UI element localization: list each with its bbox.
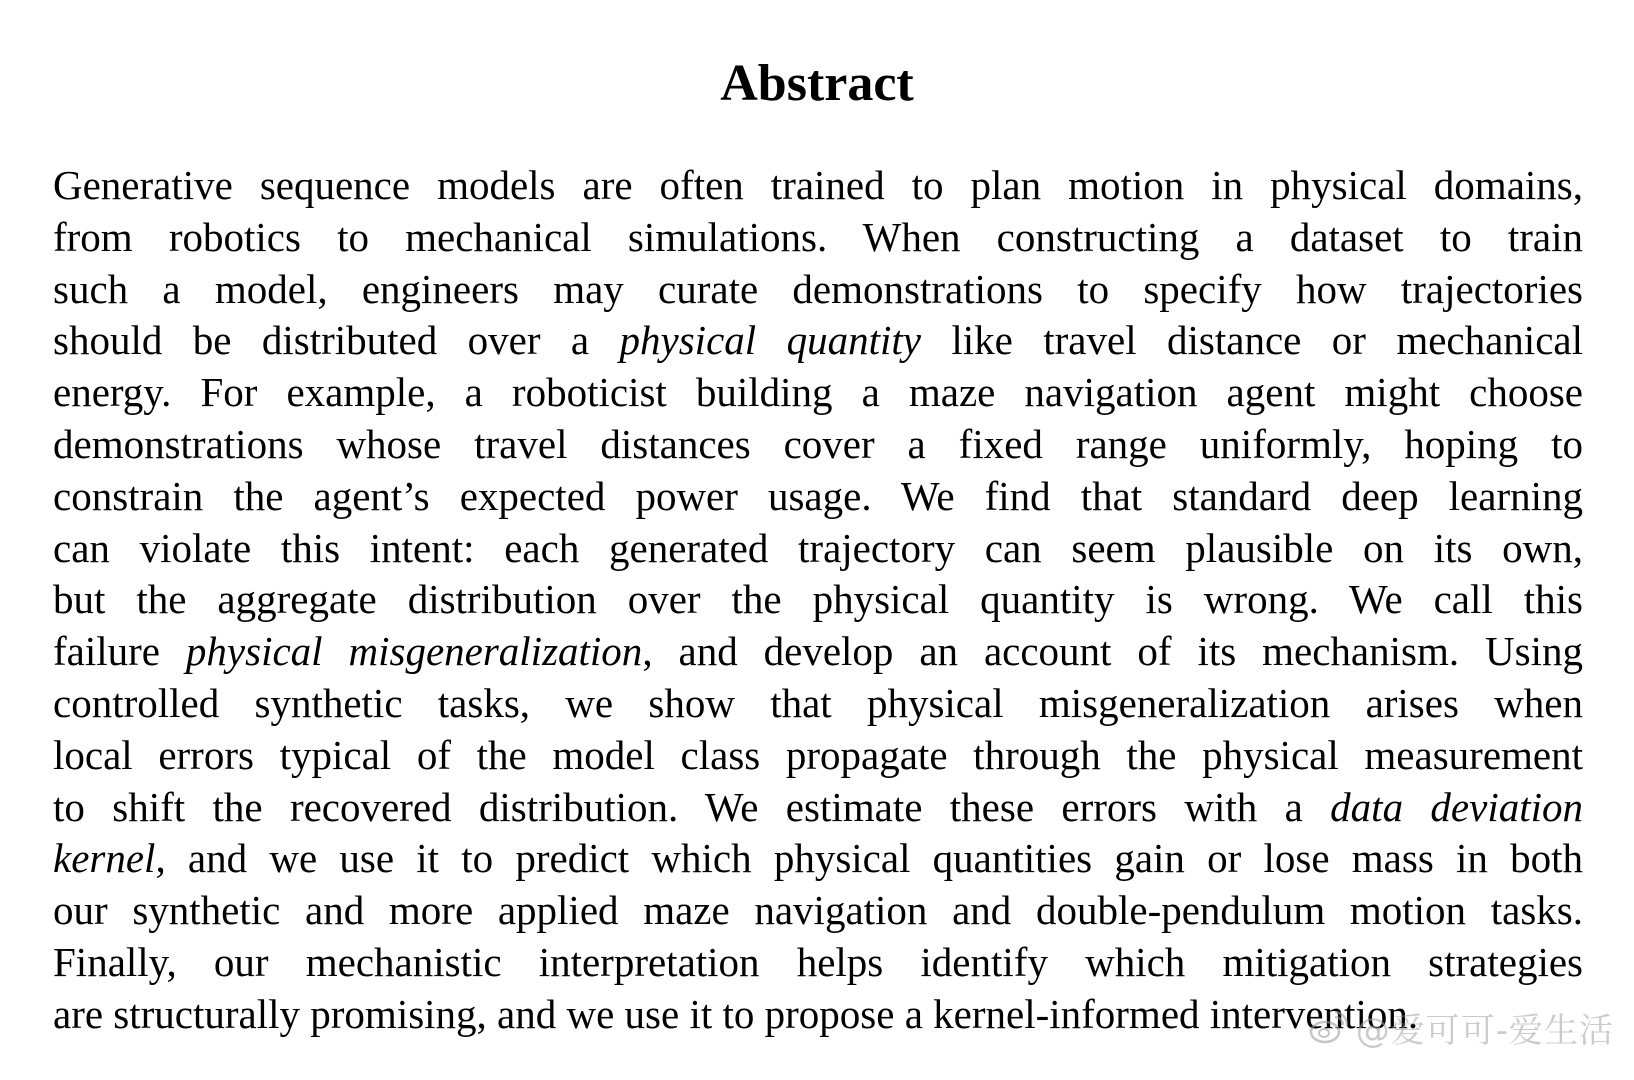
abstract-text: failure xyxy=(53,628,186,675)
weibo-icon xyxy=(1308,1011,1348,1045)
abstract-text: are structurally promising, and we use it to propose a kernel-informed intervention. xyxy=(53,990,1419,1037)
abstract-line xyxy=(53,574,1583,626)
abstract-text: Finally, our mechanistic interpretation helps identify which mitigation strategies xyxy=(53,938,1583,985)
abstract-text: can violate this intent: each generated trajectory can seem plausible on its own, xyxy=(53,524,1583,571)
abstract-text: should be distributed over a xyxy=(53,317,620,364)
abstract-text: Generative sequence models are often trained to plan motion in physical domains, xyxy=(53,162,1583,208)
abstract-text: demonstrations whose travel distances cover a fixed range uniformly, hoping to xyxy=(53,420,1583,467)
abstract-line xyxy=(53,212,1583,264)
abstract-line xyxy=(53,678,1583,730)
abstract-body xyxy=(53,160,1583,1041)
abstract-heading: Abstract xyxy=(720,55,914,112)
abstract-line xyxy=(53,419,1583,471)
abstract-text: from robotics to mechanical simulations. When constructing a dataset to train xyxy=(53,213,1583,260)
abstract-text: our synthetic and more applied maze navigation and double-pendulum motion tasks. xyxy=(53,887,1583,934)
abstract-text: , and develop an account of its mechanism. Using xyxy=(642,628,1583,675)
abstract-line xyxy=(53,730,1583,782)
abstract-text: controlled synthetic tasks, we show that physical misgeneralization arises when xyxy=(53,679,1583,726)
abstract-italic-term: kernel xyxy=(53,835,156,882)
abstract-line xyxy=(53,885,1583,937)
abstract-text: local errors typical of the model class propagate through the physical measurement xyxy=(53,731,1583,778)
abstract-text: constrain the agent’s expected power usage. We find that standard deep learning xyxy=(53,472,1583,519)
watermark-text: @爱可可-爱生活 xyxy=(1355,1011,1614,1051)
abstract-text: like travel distance or mechanical xyxy=(920,317,1583,364)
abstract-text: but the aggregate distribution over the physical quantity is wrong. We call this xyxy=(53,576,1583,623)
abstract-line xyxy=(53,471,1583,523)
abstract-italic-term: data deviation xyxy=(1330,783,1583,830)
watermark xyxy=(1308,1003,1614,1052)
abstract-text: energy. For example, a roboticist building a maze navigation agent might choose xyxy=(53,369,1583,416)
abstract-line xyxy=(53,315,1583,367)
abstract-line xyxy=(53,626,1583,678)
abstract-line xyxy=(53,523,1583,575)
abstract-line xyxy=(53,782,1583,834)
abstract-text: to shift the recovered distribution. We estimate these errors with a xyxy=(53,783,1331,830)
abstract-line xyxy=(53,937,1583,989)
abstract-line xyxy=(53,264,1583,316)
abstract-line xyxy=(53,833,1583,885)
abstract-italic-term: physical quantity xyxy=(619,317,921,364)
abstract-line xyxy=(53,367,1583,419)
abstract-text: , and we use it to predict which physical quantities gain or lose mass in both xyxy=(155,835,1583,882)
abstract-line xyxy=(53,160,1583,212)
abstract-text: such a model, engineers may curate demonstrations to specify how trajectories xyxy=(53,265,1583,312)
abstract-italic-term: physical misgeneralization xyxy=(185,628,643,675)
